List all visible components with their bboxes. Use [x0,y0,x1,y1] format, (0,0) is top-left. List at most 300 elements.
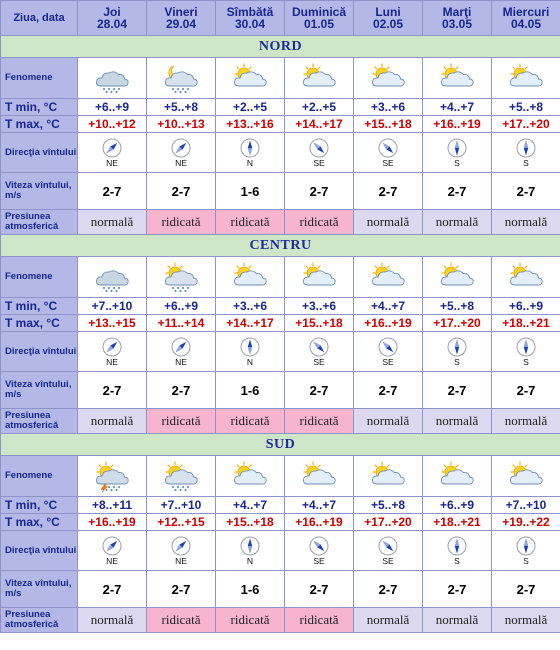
wind-direction-cell [492,133,560,173]
compass-icon [447,138,467,158]
pressure-value: ridicată [161,413,201,428]
day-header [78,1,147,36]
tmin-cell [147,497,216,514]
day-header [147,1,216,36]
pressure-label-text: Presiunea atmosferică [5,211,59,232]
wind-speed-value: 2-7 [516,183,536,199]
pressure-cell [147,409,216,434]
wind-direction-value: NE [175,555,187,566]
tmin-value: +5..+8 [439,299,475,313]
phenomena-label-text: Fenomene [5,72,53,83]
tmax-label-text: T max, °C [5,316,60,330]
wind-speed-label-text: Viteza vîntului, m/s [5,379,72,400]
tmin-value: +6..+9 [94,100,130,114]
day-header [285,1,354,36]
tmax-value: +10..+12 [88,117,136,131]
sun-cloud-icon [285,62,353,94]
pressure-row [1,608,560,633]
phenomena-cell [285,58,354,99]
wind-direction-cell [423,332,492,372]
tmax-value: +13..+16 [226,117,274,131]
tmax-cell [354,116,423,133]
compass-icon [309,337,329,357]
tmax-cell [492,116,560,133]
phenomena-cell [216,257,285,298]
tmin-cell [354,99,423,116]
tmin-cell [285,497,354,514]
pressure-value: normală [504,413,548,428]
tmax-value: +16..+19 [88,515,136,529]
tmax-label-text: T max, °C [5,515,60,529]
phenomena-cell [147,58,216,99]
day-name: Vineri [164,5,198,19]
sun-rain-cloud-icon [147,261,215,293]
phenomena-cell [285,257,354,298]
day-date: 03.05 [441,17,473,31]
tmin-cell [216,497,285,514]
tmax-cell [285,315,354,332]
tmax-value: +14..+17 [295,117,343,131]
tmin-cell [147,298,216,315]
tmax-cell [354,514,423,531]
pressure-value: normală [366,413,410,428]
pressure-cell [78,608,147,633]
tmin-label-text: T min, °C [5,498,58,512]
wind-direction-cell [423,531,492,571]
tmax-cell [216,116,285,133]
day-header [354,1,423,36]
wind-speed-cell [147,571,216,608]
compass-icon [309,138,329,158]
tmin-cell [354,497,423,514]
pressure-cell [423,409,492,434]
region-name: CENTRU [249,237,312,253]
wind-speed-row [1,372,560,409]
pressure-value: normală [90,214,134,229]
tmax-value: +12..+15 [157,515,205,529]
pressure-value: normală [435,413,479,428]
phenomena-cell [492,58,560,99]
wind-speed-value: 2-7 [171,382,191,398]
tmin-value: +5..+8 [508,100,544,114]
phenomena-cell [492,456,560,497]
wind-speed-cell [492,372,560,409]
tmax-cell [147,116,216,133]
tmax-cell [78,514,147,531]
sun-cloud-icon [492,62,560,94]
sun-cloud-icon [423,62,491,94]
wind-direction-value: SE [313,356,325,367]
wind-direction-cell [285,332,354,372]
wind-speed-value: 2-7 [516,581,536,597]
wind-speed-cell [147,372,216,409]
tmin-row [1,99,560,116]
wind-speed-cell [354,372,423,409]
wind-speed-value: 2-7 [447,183,467,199]
tmin-cell [216,298,285,315]
pressure-cell [423,608,492,633]
region-row [1,36,560,58]
wind-direction-cell [492,531,560,571]
wind-direction-cell [216,133,285,173]
wind-direction-label-text: Direcţia vîntului [5,345,77,357]
pressure-cell [285,409,354,434]
wind-direction-label-text: Direcţia vîntului [5,146,77,158]
wind-speed-cell [216,571,285,608]
wind-speed-value: 2-7 [171,183,191,199]
wind-direction-value: SE [382,555,394,566]
compass-icon [378,337,398,357]
pressure-label [1,608,78,633]
sun-cloud-icon [354,460,422,492]
wind-speed-label [1,372,78,409]
wind-direction-cell [147,531,216,571]
wind-direction-row [1,133,560,173]
tmin-cell [423,298,492,315]
sun-cloud-icon [216,460,284,492]
tmin-label [1,497,78,514]
tmin-value: +3..+6 [370,100,406,114]
wind-direction-value: NE [175,157,187,168]
wind-direction-cell [285,531,354,571]
compass-icon [171,536,191,556]
day-date: 30.04 [234,17,266,31]
tmin-label-text: T min, °C [5,100,58,114]
pressure-cell [354,409,423,434]
compass-icon [516,337,536,357]
phenomena-cell [354,456,423,497]
tmax-label [1,514,78,531]
tmin-value: +7..+10 [91,299,133,313]
pressure-cell [147,608,216,633]
phenomena-label-text: Fenomene [5,470,53,481]
pressure-value: ridicată [299,214,339,229]
wind-direction-value: S [523,157,529,168]
wind-speed-cell [285,571,354,608]
tmax-cell [216,315,285,332]
tmax-value: +16..+19 [433,117,481,131]
tmin-row [1,298,560,315]
sun-cloud-icon [216,62,284,94]
header-label-text: Ziua, data [13,12,65,24]
region-name: SUD [265,436,296,452]
tmax-cell [423,315,492,332]
tmin-value: +4..+7 [439,100,475,114]
pressure-value: ridicată [299,413,339,428]
tmax-value: +17..+20 [502,117,550,131]
wind-direction-cell [354,133,423,173]
day-header [423,1,492,36]
tmin-cell [492,99,560,116]
day-date: 28.04 [96,17,128,31]
compass-icon [378,536,398,556]
region-title [1,235,560,257]
compass-icon [516,138,536,158]
pressure-label [1,210,78,235]
header-row [1,1,560,36]
tmax-cell [423,116,492,133]
compass-icon [171,138,191,158]
tmax-value: +15..+18 [364,117,412,131]
wind-direction-label [1,133,78,173]
tmin-cell [147,99,216,116]
wind-direction-cell [354,332,423,372]
wind-direction-value: NE [106,356,118,367]
sun-cloud-icon [354,62,422,94]
wind-direction-value: N [246,356,254,367]
wind-direction-value: S [523,555,529,566]
tmax-cell [78,116,147,133]
day-date: 29.04 [165,17,197,31]
phenomena-row [1,456,560,497]
wind-direction-cell [354,531,423,571]
phenomena-cell [423,456,492,497]
tmax-value: +17..+20 [364,515,412,529]
wind-direction-cell [492,332,560,372]
pressure-label-text: Presiunea atmosferică [5,410,59,431]
tmax-value: +19..+22 [502,515,550,529]
wind-speed-cell [147,173,216,210]
pressure-value: normală [366,214,410,229]
compass-icon [240,536,260,556]
phenomena-cell [423,58,492,99]
tmax-cell [78,315,147,332]
pressure-row [1,409,560,434]
tmin-cell [216,99,285,116]
tmin-value: +2..+5 [301,100,337,114]
wind-speed-cell [423,173,492,210]
wind-direction-label-text: Direcţia vîntului [5,544,77,556]
compass-icon [240,138,260,158]
tmax-value: +16..+19 [295,515,343,529]
pressure-cell [216,409,285,434]
region-name: NORD [258,38,303,54]
compass-icon [240,337,260,357]
wind-direction-value: N [246,157,254,168]
tmin-cell [492,298,560,315]
region-row [1,434,560,456]
tmax-value: +18..+21 [433,515,481,529]
wind-speed-value: 2-7 [171,581,191,597]
phenomena-row [1,257,560,298]
rain-cloud-icon [78,261,146,293]
tmax-value: +13..+15 [88,316,136,330]
phenomena-cell [492,257,560,298]
wind-speed-value: 1-6 [240,581,260,597]
phenomena-label [1,58,78,99]
phenomena-cell [216,58,285,99]
phenomena-row [1,58,560,99]
pressure-value: normală [366,612,410,627]
wind-speed-cell [78,571,147,608]
tmin-cell [423,497,492,514]
day-name: Miercuri [502,5,550,19]
compass-icon [378,138,398,158]
moon-rain-cloud-icon [147,62,215,94]
wind-speed-value: 2-7 [102,382,122,398]
tmin-cell [354,298,423,315]
wind-speed-cell [216,173,285,210]
wind-speed-cell [492,173,560,210]
tmin-cell [78,99,147,116]
wind-speed-cell [285,372,354,409]
wind-direction-row [1,332,560,372]
day-header [492,1,560,36]
day-date: 02.05 [372,17,404,31]
sun-cloud-icon [285,460,353,492]
tmin-value: +6..+9 [508,299,544,313]
tmax-value: +11..+14 [157,316,205,330]
wind-speed-value: 2-7 [447,581,467,597]
wind-speed-cell [354,173,423,210]
region-title [1,36,560,58]
pressure-value: normală [504,214,548,229]
tmax-value: +16..+19 [364,316,412,330]
wind-speed-value: 2-7 [378,581,398,597]
phenomena-label [1,257,78,298]
wind-direction-cell [216,332,285,372]
pressure-cell [492,210,560,235]
sun-cloud-icon [492,460,560,492]
phenomena-label-text: Fenomene [5,271,53,282]
tmin-value: +3..+6 [232,299,268,313]
wind-speed-value: 2-7 [309,183,329,199]
pressure-cell [354,608,423,633]
sun-cloud-icon [216,261,284,293]
pressure-row [1,210,560,235]
tmin-value: +5..+8 [163,100,199,114]
tmax-label [1,116,78,133]
wind-speed-value: 2-7 [102,581,122,597]
wind-speed-value: 2-7 [516,382,536,398]
tmax-cell [147,315,216,332]
tmin-cell [285,99,354,116]
wind-speed-row [1,173,560,210]
region-title [1,434,560,456]
tmin-cell [78,497,147,514]
tmin-value: +3..+6 [301,299,337,313]
wind-speed-cell [492,571,560,608]
compass-icon [171,337,191,357]
sun-cloud-icon [492,261,560,293]
wind-direction-value: S [454,157,460,168]
header-label [1,1,78,36]
tmax-cell [492,315,560,332]
wind-speed-cell [78,173,147,210]
wind-direction-cell [423,133,492,173]
compass-icon [447,337,467,357]
compass-icon [447,536,467,556]
wind-direction-cell [216,531,285,571]
wind-direction-value: SE [382,356,394,367]
pressure-value: ridicată [161,214,201,229]
sun-cloud-icon [423,460,491,492]
wind-direction-cell [285,133,354,173]
tmax-label [1,315,78,332]
day-header [216,1,285,36]
day-name: Sîmbătă [226,5,274,19]
pressure-value: normală [435,214,479,229]
wind-direction-label [1,531,78,571]
tmax-row [1,315,560,332]
tmax-cell [216,514,285,531]
tmax-value: +10..+13 [157,117,205,131]
pressure-value: ridicată [161,612,201,627]
phenomena-label [1,456,78,497]
pressure-cell [423,210,492,235]
rain-cloud-icon [78,62,146,94]
wind-direction-value: N [246,555,254,566]
tmin-value: +4..+7 [232,498,268,512]
pressure-label [1,409,78,434]
sun-cloud-icon [423,261,491,293]
wind-speed-value: 2-7 [378,382,398,398]
phenomena-cell [78,257,147,298]
pressure-cell [285,210,354,235]
wind-direction-cell [147,332,216,372]
wind-direction-cell [147,133,216,173]
pressure-cell [285,608,354,633]
tmax-cell [423,514,492,531]
tmax-value: +14..+17 [226,316,274,330]
tmin-value: +8..+11 [91,498,133,512]
tmin-label-text: T min, °C [5,299,58,313]
pressure-cell [354,210,423,235]
compass-icon [516,536,536,556]
wind-direction-value: S [454,356,460,367]
day-name: Luni [375,5,401,19]
phenomena-cell [423,257,492,298]
tmin-label [1,298,78,315]
tmax-value: +18..+21 [502,316,550,330]
pressure-cell [216,210,285,235]
wind-direction-value: S [523,356,529,367]
pressure-value: ridicată [230,413,270,428]
wind-speed-cell [216,372,285,409]
tmax-label-text: T max, °C [5,117,60,131]
tmax-row [1,514,560,531]
wind-speed-cell [78,372,147,409]
wind-speed-value: 2-7 [447,382,467,398]
wind-speed-label-text: Viteza vîntului, m/s [5,180,72,201]
wind-speed-cell [423,571,492,608]
pressure-cell [492,608,560,633]
pressure-value: ridicată [299,612,339,627]
pressure-value: normală [90,413,134,428]
pressure-cell [78,409,147,434]
pressure-value: normală [504,612,548,627]
wind-direction-value: NE [106,157,118,168]
tmax-value: +17..+20 [433,316,481,330]
phenomena-cell [216,456,285,497]
tmin-value: +7..+10 [160,498,202,512]
wind-speed-value: 2-7 [309,581,329,597]
wind-speed-cell [423,372,492,409]
phenomena-cell [78,456,147,497]
wind-speed-label [1,173,78,210]
pressure-cell [216,608,285,633]
tmax-cell [354,315,423,332]
phenomena-cell [78,58,147,99]
day-name: Joi [103,5,121,19]
tmin-cell [78,298,147,315]
tmin-value: +4..+7 [301,498,337,512]
pressure-value: normală [435,612,479,627]
wind-direction-value: NE [106,555,118,566]
tmin-row [1,497,560,514]
pressure-value: normală [90,612,134,627]
phenomena-cell [354,58,423,99]
